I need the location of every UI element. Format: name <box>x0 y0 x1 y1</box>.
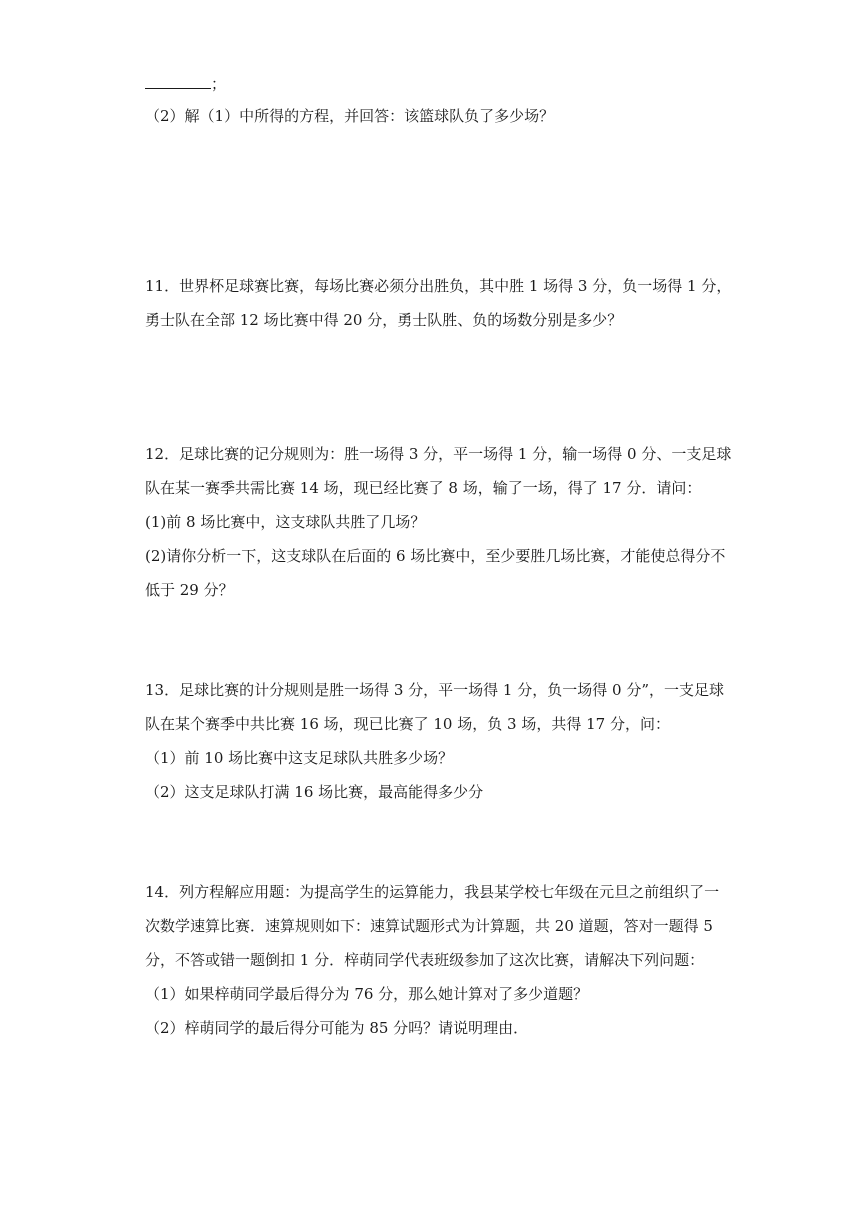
q12-part2-line2: 低于 29 分？ <box>145 581 234 599</box>
q13-line1: 13．足球比赛的计分规则是胜一场得 3 分，平一场得 1 分，负一场得 0 分”，一支足球 <box>145 681 724 699</box>
q12-part1: (1)前 8 场比赛中，这支球队共胜了几场？ <box>145 513 426 531</box>
blank-suffix: ； <box>211 75 227 93</box>
q14-part2: （2）梓萌同学的最后得分可能为 85 分吗？请说明理由． <box>145 1019 529 1037</box>
q13-line2: 队在某个赛季中共比赛 16 场，现已比赛了 10 场，负 3 场，共得 17 分，问： <box>145 715 670 733</box>
q14-part1: （1）如果梓萌同学最后得分为 76 分，那么她计算对了多少道题？ <box>145 985 589 1003</box>
q14-line2: 次数学速算比赛．速算规则如下：速算试题形式为计算题，共 20 道题，答对一题得 5 <box>145 917 713 935</box>
q11-line1: 11．世界杯足球赛比赛，每场比赛必须分出胜负，其中胜 1 场得 3 分，负一场得 1 分， <box>145 277 732 295</box>
q12-line2: 队在某一赛季共需比赛 14 场，现已经比赛了 8 场，输了一场，得了 17 分．请问： <box>145 479 702 497</box>
q11-line2: 勇士队在全部 12 场比赛中得 20 分，勇士队胜、负的场数分别是多少？ <box>145 311 623 329</box>
answer-blank-line <box>145 74 226 94</box>
q14-line3: 分，不答或错一题倒扣 1 分．梓萌同学代表班级参加了这次比赛，请解决下列问题： <box>145 951 705 969</box>
q12-line1: 12．足球比赛的记分规则为：胜一场得 3 分，平一场得 1 分，输一场得 0 分、一支足球 <box>145 445 732 463</box>
q14-line1: 14．列方程解应用题：为提高学生的运算能力，我县某学校七年级在元旦之前组织了一 <box>145 883 720 901</box>
q13-part1: （1）前 10 场比赛中这支足球队共胜多少场？ <box>145 749 454 767</box>
q13-part2: （2）这支足球队打满 16 场比赛，最高能得多少分 <box>145 783 484 801</box>
q12-part2-line1: (2)请你分析一下，这支球队在后面的 6 场比赛中，至少要胜几场比赛，才能使总得分不 <box>145 547 726 565</box>
answer-blank <box>145 74 211 89</box>
q10-part2: （2）解（1）中所得的方程，并回答：该篮球队负了多少场？ <box>145 107 555 125</box>
